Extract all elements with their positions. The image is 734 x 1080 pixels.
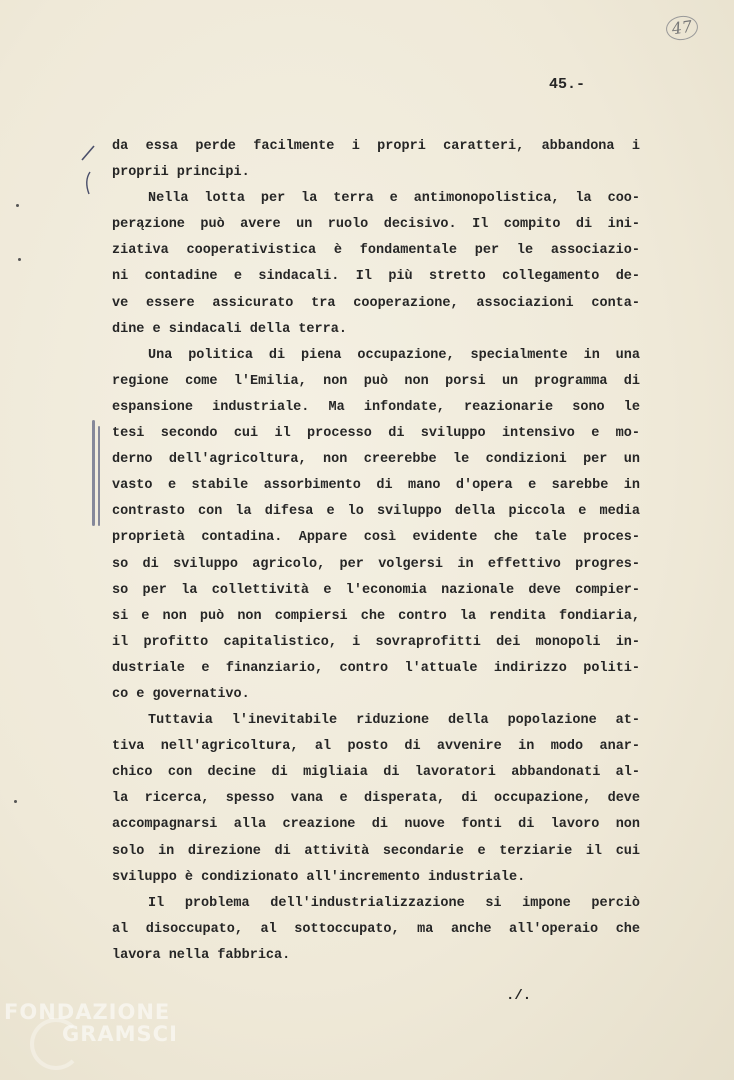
text-line: dustriale e finanziario, contro l'attuale indirizzo politi- [112,660,640,676]
text-line: Il problema dell'industrializzazione si impone perciò [148,895,640,911]
text-line: derno dell'agricoltura, non creerebbe le condizioni per un [112,452,640,468]
margin-line-mark [92,420,95,526]
page-number: 45.- [549,76,586,93]
text-line: sviluppo è condizionato all'incremento industriale. [112,869,526,885]
text-line: so di sviluppo agricolo, per volgersi in effettivo progres- [112,556,640,572]
text-line: ni contadine e sindacali. Il più stretto collegamento de- [112,269,640,285]
text-line: vasto e stabile assorbimento di mano d'opera e sarebbe in [112,478,640,494]
text-line: co e governativo. [112,686,250,702]
text-line: si e non può non compiersi che contro la rendita fondiaria, [112,608,640,624]
text-line: chico con decine di migliaia di lavoratori abbandonati al- [112,765,640,781]
text-line: tiva nell'agricoltura, al posto di avvenire in modo anar- [112,739,640,755]
text-line: espansione industriale. Ma infondate, reazionarie sono le [112,399,640,415]
text-line: accompagnarsi alla creazione di nuove fonti di lavoro non [112,817,640,833]
margin-line-mark [98,426,100,526]
text-line: so per la collettività e l'economia nazionale deve compier- [112,582,640,598]
page-speck [18,258,21,261]
page-speck [16,204,19,207]
text-line: Nella lotta per la terra e antimonopolistica, la coo- [148,191,640,207]
page-speck [14,800,17,803]
text-line: il profitto capitalistico, i sovraprofitti dei monopoli in- [112,634,640,650]
document-body [112,134,640,969]
watermark [4,1000,178,1046]
continued-mark: ./. [506,988,532,1004]
text-line: regione come l'Emilia, non può non porsi un programma di [112,373,640,389]
text-line: Una politica di piena occupazione, specialmente in una [148,347,640,363]
watermark-line2: GRAMSCI [62,1022,178,1046]
text-line: da essa perde facilmente i propri caratteri, abbandona i [112,139,640,154]
text-line: ziativa cooperativistica è fondamentale per le associazio- [112,243,640,259]
text-line: tesi secondo cui il processo di sviluppo intensivo e mo- [112,426,640,442]
text-line: contrasto con la difesa e lo sviluppo della piccola e media [112,504,640,520]
archive-number: 47 [664,14,699,42]
text-line: proprii principi. [112,165,250,181]
text-line: ve essere assicurato tra cooperazione, associazioni conta- [112,295,640,311]
margin-bracket-mark [76,142,100,198]
text-line: dine e sindacali della terra. [112,321,347,337]
text-line: Tuttavia l'inevitabile riduzione della popolazione at- [148,713,640,729]
text-line: lavora nella fabbrica. [112,947,291,963]
text-line: la ricerca, spesso vana e disperata, di occupazione, deve [112,791,640,807]
text-line: al disoccupato, al sottoccupato, ma anche all'operaio che [112,921,640,937]
text-line: solo in direzione di attività secondarie e terziarie il cui [112,843,640,859]
text-line: perązione può avere un ruolo decisivo. Il compito di ini- [112,217,640,233]
watermark-line1: FONDAZIONE [4,1000,171,1024]
text-line: proprietà contadina. Appare così evidente che tale proces- [112,530,640,546]
